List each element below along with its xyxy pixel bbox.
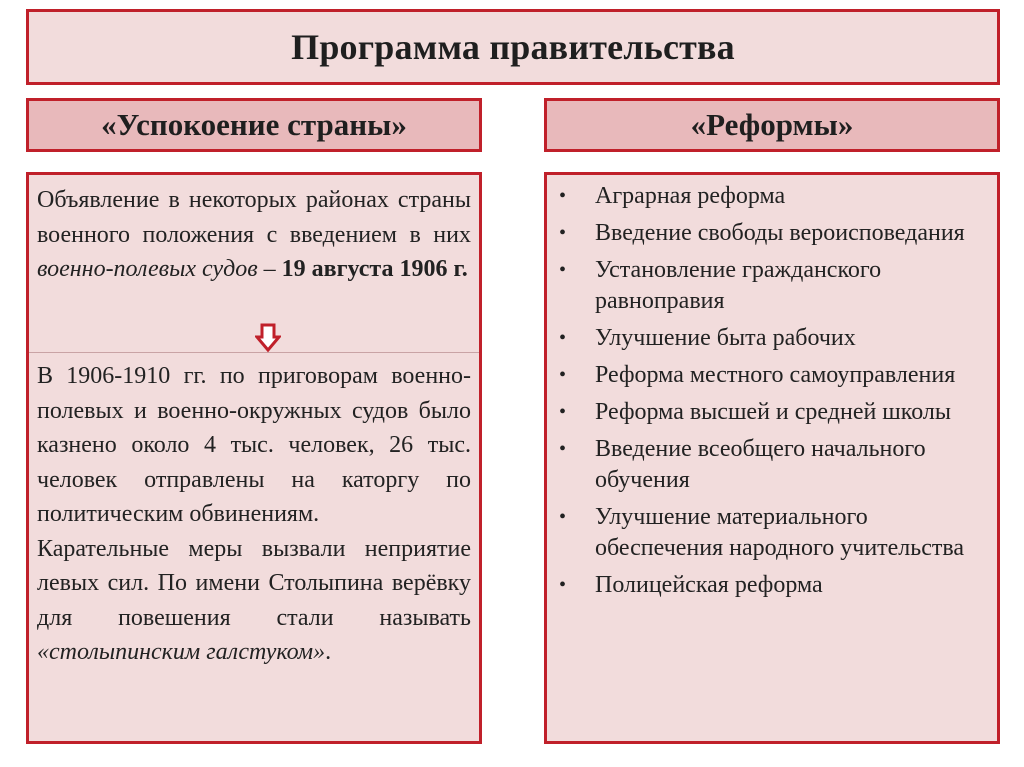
- title-box: [26, 9, 1000, 85]
- stolypin-tie-text: Карательные меры вызвали неприятие левых сил. По имени Столыпина верёвку для повешения стали называть: [37, 535, 471, 631]
- reform-item: [555, 360, 989, 391]
- down-arrow-icon: [255, 323, 281, 353]
- page-title: Программа правительства: [291, 27, 735, 67]
- bullet-icon: •: [559, 401, 567, 423]
- stolypin-tie-italic: «столыпинским галстуком»: [37, 639, 326, 665]
- reform-label: Полицейская реформа: [595, 572, 823, 598]
- reform-item: [555, 181, 989, 212]
- right-column-header: [544, 98, 1000, 152]
- stolypin-tie-paragraph: [37, 532, 471, 670]
- bullet-icon: •: [559, 185, 567, 207]
- bullet-icon: •: [559, 574, 567, 596]
- reform-label: Реформа местного самоуправления: [595, 362, 956, 388]
- pacification-panel: [26, 172, 482, 744]
- reform-label: Улучшение материального обеспечения народного учительства: [595, 504, 965, 561]
- reform-label: Введение всеобщего начального обучения: [595, 436, 926, 493]
- reform-item: [555, 323, 989, 354]
- reform-label: Реформа высшей и средней школы: [595, 399, 952, 425]
- martial-law-block: [29, 175, 479, 353]
- reform-item: [555, 397, 989, 428]
- bullet-icon: •: [559, 438, 567, 460]
- bullet-icon: •: [559, 259, 567, 281]
- dash: –: [257, 256, 282, 282]
- repressions-block: [29, 355, 479, 670]
- reforms-list: [547, 175, 997, 601]
- martial-law-text-main: Объявление в некоторых районах страны военного положения с введением в них: [37, 187, 471, 248]
- date-bold: 19 августа 1906 г.: [281, 256, 468, 282]
- reform-item: [555, 218, 989, 249]
- repressions-paragraph: В 1906-1910 гг. по приговорам военно-полевых и военно-окружных судов было казнено около 4 тыс. человек, 26 тыс. человек отправлены на каторгу по политическим обвинениям.: [37, 363, 471, 527]
- right-header-label: «Реформы»: [690, 107, 854, 142]
- left-header-label: «Успокоение страны»: [101, 107, 407, 142]
- reforms-panel: [544, 172, 1000, 744]
- bullet-icon: •: [559, 364, 567, 386]
- reform-item: [555, 255, 989, 317]
- bullet-icon: •: [559, 506, 567, 528]
- martial-law-text: [37, 183, 471, 287]
- bullet-icon: •: [559, 327, 567, 349]
- left-column-header: [26, 98, 482, 152]
- reform-label: Введение свободы вероисповедания: [595, 220, 965, 246]
- reform-label: Установление гражданского равноправия: [595, 257, 882, 314]
- reform-item: [555, 434, 989, 496]
- reform-item: [555, 570, 989, 601]
- reform-item: [555, 502, 989, 564]
- period: .: [325, 639, 332, 665]
- reform-label: Улучшение быта рабочих: [595, 325, 856, 351]
- bullet-icon: •: [559, 222, 567, 244]
- reform-label: Аграрная реформа: [595, 183, 786, 209]
- field-courts-italic: военно-полевых судов: [37, 256, 258, 282]
